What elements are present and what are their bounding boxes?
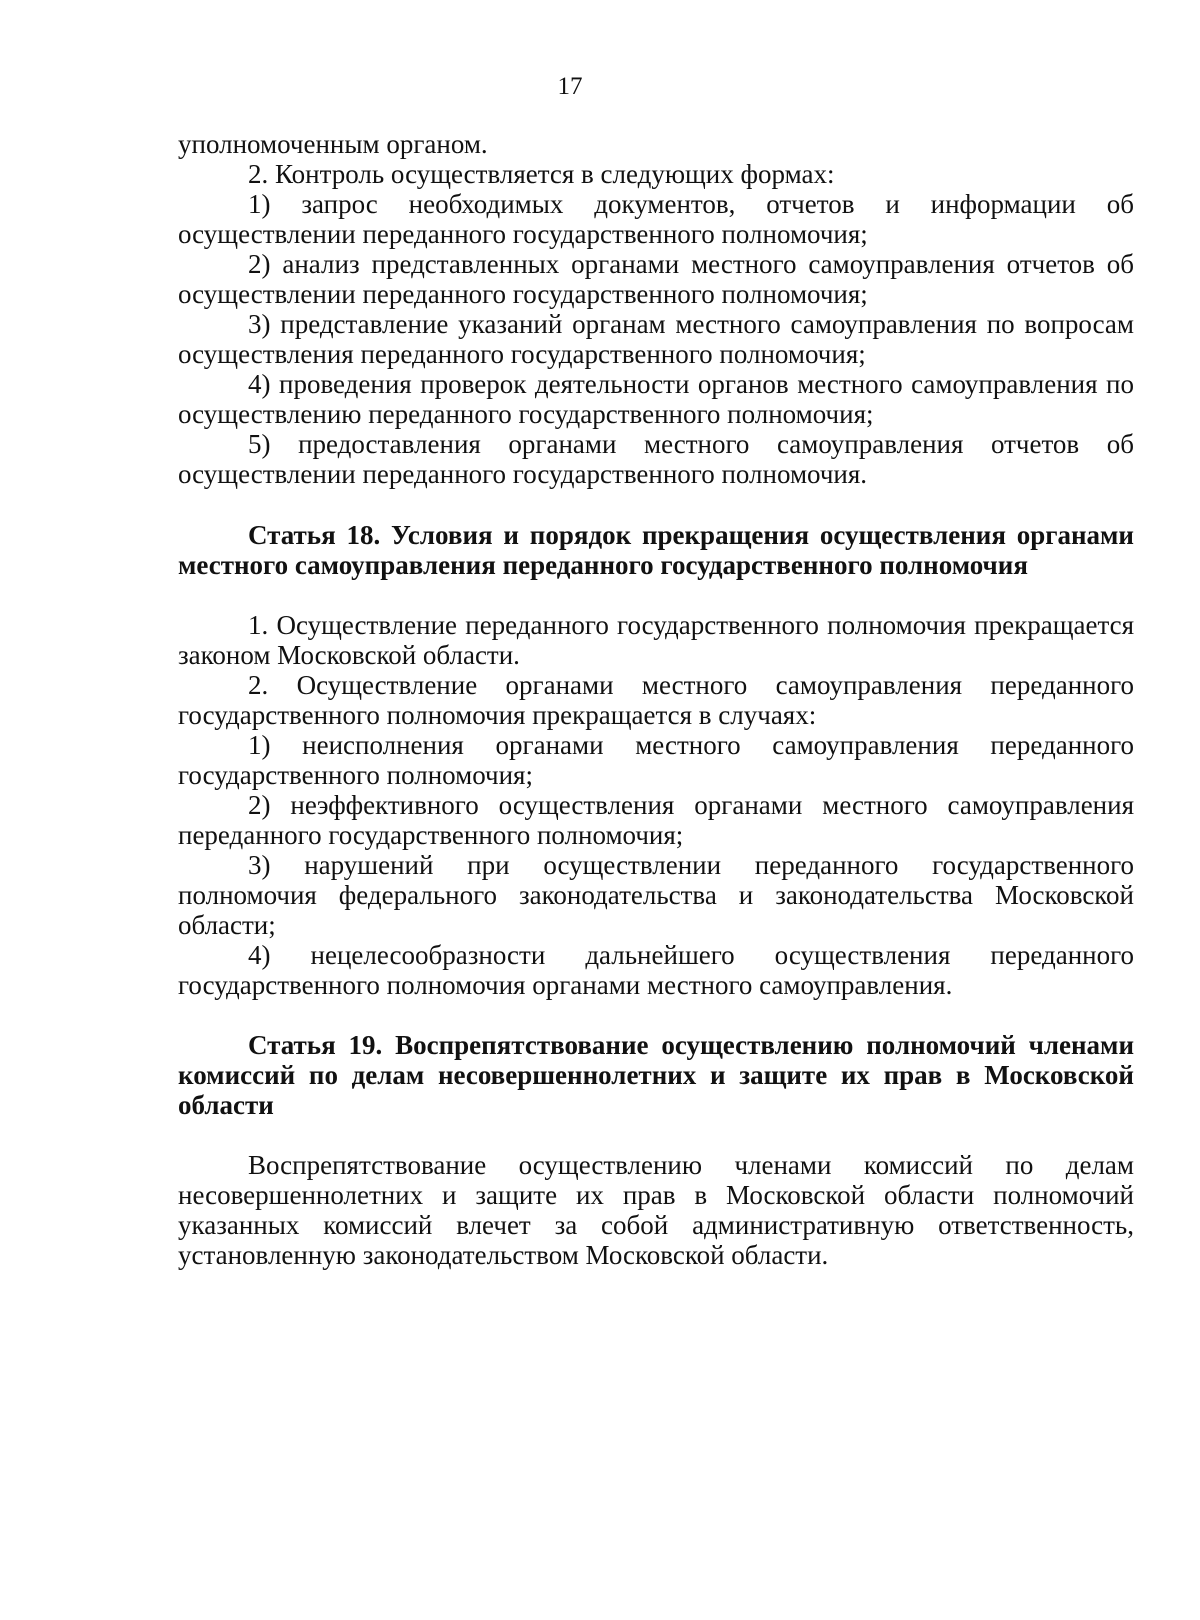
article-18-case-item: 1) неисполнения органами местного самоуправления переданного государственного полномочия;: [178, 730, 1134, 790]
control-form-item: 2) анализ представленных органами местного самоуправления отчетов об осуществлении переданного государственного полномочия;: [178, 249, 1134, 309]
control-form-item: 4) проведения проверок деятельности органов местного самоуправления по осуществлению переданного государственного полномочия;: [178, 369, 1134, 429]
article-18-heading: Статья 18. Условия и порядок прекращения осуществления органами местного самоуправления переданного государственного полномочия: [178, 520, 1134, 580]
control-forms-intro: 2. Контроль осуществляется в следующих формах:: [248, 159, 835, 189]
document-body: [178, 129, 1134, 1270]
control-form-item: 3) представление указаний органам местного самоуправления по вопросам осуществления переданного государственного полномочия;: [178, 309, 1134, 369]
control-form-item: 1) запрос необходимых документов, отчетов и информации об осуществлении переданного государственного полномочия;: [178, 189, 1134, 249]
article-19-heading: Статья 19. Воспрепятствование осуществлению полномочий членами комиссий по делам несовершеннолетних и защите их прав в Московской области: [178, 1030, 1134, 1120]
article-18-paragraph: 1. Осуществление переданного государственного полномочия прекращается законом Московской области.: [178, 610, 1134, 670]
article-18-case-item: 2) неэффективного осуществления органами местного самоуправления переданного государственного полномочия;: [178, 790, 1134, 850]
page-number: 17: [557, 73, 583, 100]
article-18-case-item: 4) нецелесообразности дальнейшего осуществления переданного государственного полномочия органами местного самоуправления.: [178, 940, 1134, 1000]
article-18-case-item: 3) нарушений при осуществлении переданного государственного полномочия федерального законодательства и законодательства Московской области;: [178, 850, 1134, 940]
control-form-item: 5) предоставления органами местного самоуправления отчетов об осуществлении переданного государственного полномочия.: [178, 429, 1134, 489]
continuation-line: уполномоченным органом.: [178, 129, 488, 159]
article-18-paragraph: 2. Осуществление органами местного самоуправления переданного государственного полномочия прекращается в случаях:: [178, 670, 1134, 730]
article-19-paragraph: Воспрепятствование осуществлению членами комиссий по делам несовершеннолетних и защите их прав в Московской области полномочий указанных комиссий влечет за собой административную ответственность, установленную законодательством Московской области.: [178, 1150, 1134, 1270]
